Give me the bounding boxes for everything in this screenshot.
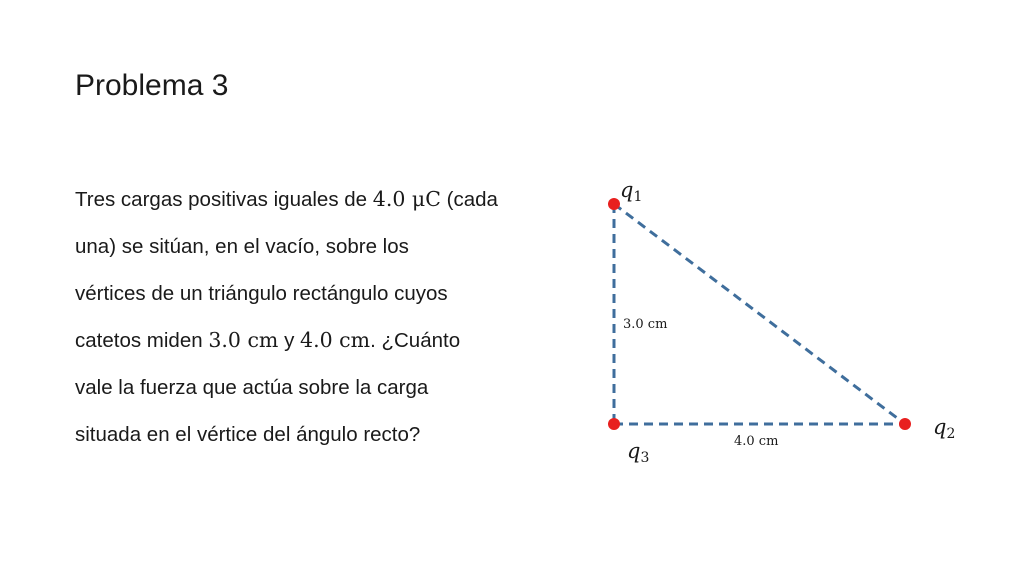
- charge-q1-dot: [608, 198, 620, 210]
- problem-line-3: vértices de un triángulo rectángulo cuyos: [75, 282, 448, 305]
- charge-value: 4.0 μC: [372, 187, 441, 211]
- problem-line-6: situada en el vértice del ángulo recto?: [75, 423, 421, 446]
- charge-q3-label: q3: [627, 439, 650, 466]
- problem-line-1: Tres cargas positivas iguales de 4.0 μC (cada: [75, 187, 498, 211]
- vertical-leg-label: 3.0 cm: [623, 317, 668, 332]
- charge-q3-dot: [608, 418, 620, 430]
- leg-a-value: 3.0 cm: [208, 328, 279, 352]
- triangle-edges: [614, 204, 905, 424]
- leg-b-value: 4.0 cm: [300, 328, 371, 352]
- slide-title: Problema 3: [75, 69, 229, 102]
- problem-line-4: catetos miden 3.0 cm y 4.0 cm. ¿Cuánto: [75, 328, 461, 352]
- problem-line-5: vale la fuerza que actúa sobre la carga: [75, 376, 429, 399]
- problem-line-2: una) se sitúan, en el vacío, sobre los: [75, 235, 409, 258]
- charge-q2-label: q2: [933, 415, 956, 442]
- hypotenuse: [614, 204, 905, 424]
- charge-q1-label: q1: [620, 178, 643, 205]
- horizontal-leg-label: 4.0 cm: [734, 434, 779, 449]
- charge-q2-dot: [899, 418, 911, 430]
